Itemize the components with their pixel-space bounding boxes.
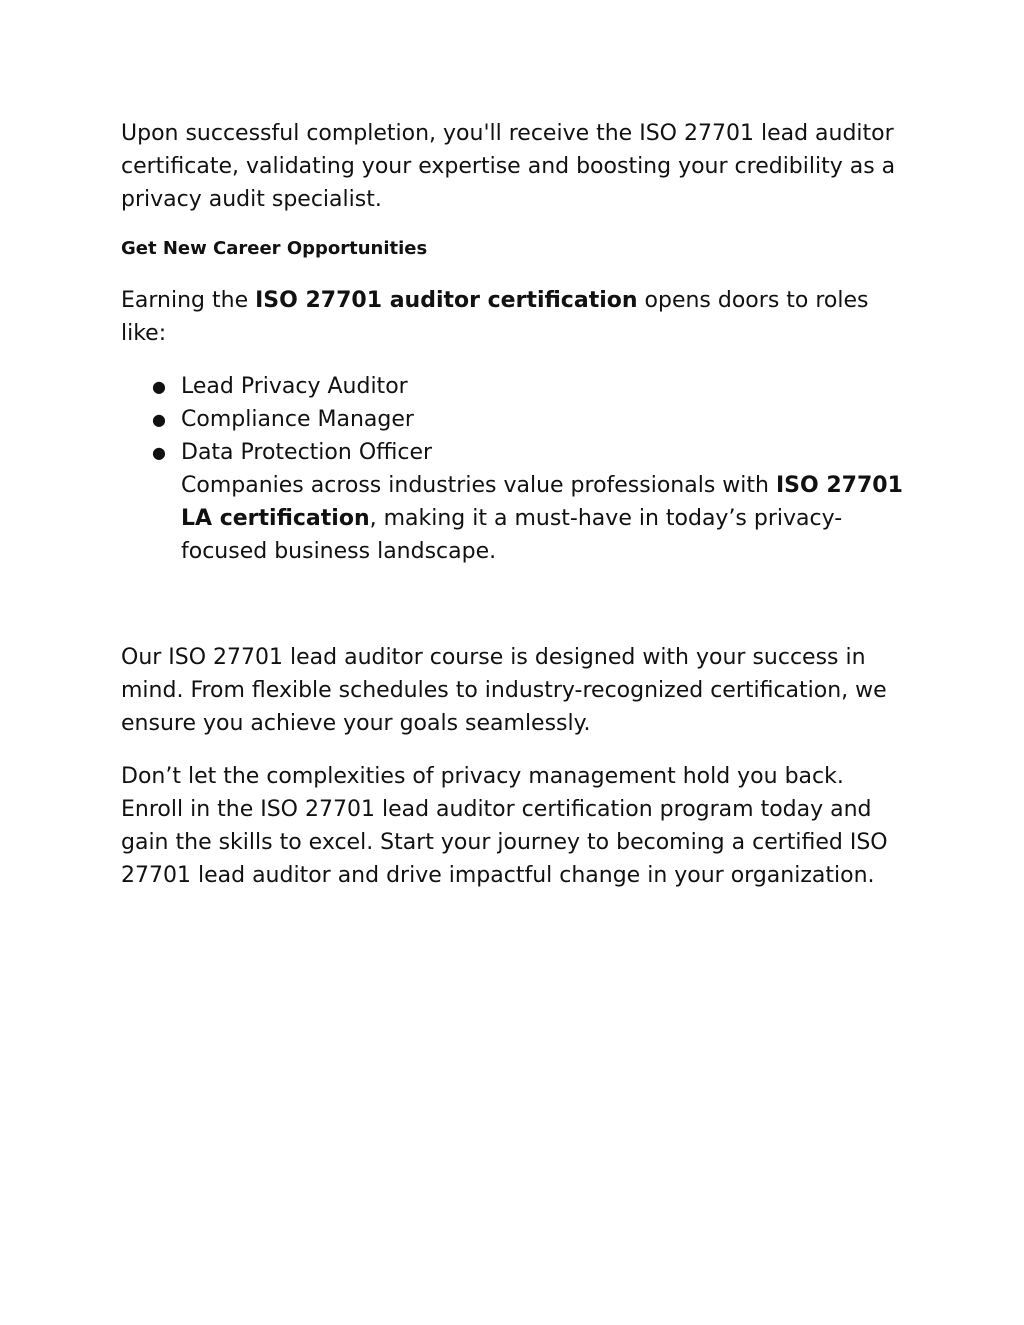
document-page (121, 117, 911, 892)
section-heading: Get New Career Opportunities (121, 238, 428, 259)
intro-paragraph: Upon successful completion, you'll receive the ISO 27701 lead auditor certificate, validating your expertise and boosting your credibility as a privacy audit specialist. (121, 121, 896, 212)
lead-text-bold: ISO 27701 auditor certification (255, 288, 638, 313)
list-item (152, 403, 911, 436)
companies-text-before: Companies across industries value professionals with (181, 473, 776, 498)
companies-paragraph (121, 469, 911, 568)
list-item (152, 436, 911, 469)
role-label: Compliance Manager (181, 407, 414, 432)
closing-paragraph: Don’t let the complexities of privacy management hold you back. Enroll in the ISO 27701 lead auditor certification program today and gain the skills to excel. Start your journey to becoming a certified ISO 27701 lead auditor and drive impactful change in your organization. (121, 764, 888, 888)
bullet-icon: ● (152, 377, 166, 396)
bullet-icon: ● (152, 410, 166, 429)
lead-text-before: Earning the (121, 288, 256, 313)
role-label: Lead Privacy Auditor (181, 374, 408, 399)
lead-text-after: opens doors to roles like: (121, 288, 869, 346)
bullet-icon: ● (152, 443, 166, 462)
course-paragraph: Our ISO 27701 lead auditor course is designed with your success in mind. From flexible schedules to industry-recognized certification, we ensure you achieve your goals seamlessly. (121, 645, 887, 736)
role-label: Data Protection Officer (181, 440, 433, 465)
list-item (152, 370, 911, 403)
roles-list (121, 370, 911, 469)
companies-text-after: , making it a must-have in today’s privacy-focused business landscape. (181, 506, 843, 564)
companies-text-bold: ISO 27701 LA certification (181, 473, 903, 531)
roles-lead-paragraph (121, 284, 911, 350)
